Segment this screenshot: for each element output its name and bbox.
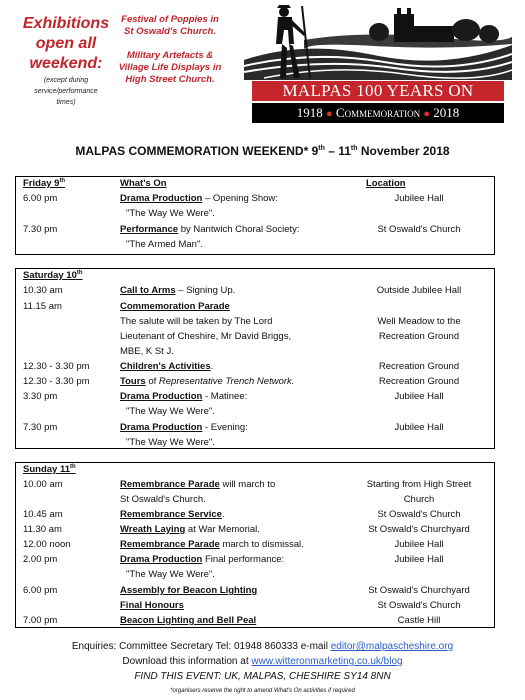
event-details: Wreath Laying at War Memorial. — [120, 524, 260, 535]
event-time: 7.30 pm — [23, 422, 58, 433]
event-time: 3.30 pm — [23, 391, 58, 402]
saturday-header — [16, 269, 494, 283]
sunday-schedule — [15, 462, 495, 628]
title-part: November 2018 — [357, 144, 450, 158]
schedule-row — [16, 552, 494, 583]
event-time: 11.30 am — [23, 524, 62, 535]
event-time: 11.15 am — [23, 301, 62, 312]
schedule-row — [16, 359, 494, 374]
event-time: 2.00 pm — [23, 554, 58, 565]
event-location: St Oswald's Churchyard — [368, 585, 470, 596]
poppy-icon: ● — [326, 108, 333, 120]
schedule-row — [16, 389, 494, 420]
exhibitions-notice — [18, 14, 114, 107]
event-time: 10.45 am — [23, 509, 63, 520]
military-line: Village Life Displays in — [118, 62, 222, 73]
event-details: Remembrance Parade will march to St Oswald's Church. — [120, 479, 276, 505]
event-time: 10.30 am — [23, 285, 63, 296]
banner-title: MALPAS 100 YEARS ON — [252, 81, 504, 101]
event-details: Final Honours — [120, 600, 184, 611]
event-details: Drama Production Final performance: "The Way We Were". — [120, 554, 285, 580]
enquiries-text: Enquiries: Committee Secretary Tel: 01948 860333 e-mail — [71, 641, 331, 652]
schedule-row — [16, 613, 494, 628]
schedule-row — [16, 191, 494, 222]
event-location: St Oswald's Church — [377, 509, 461, 520]
event-location: Jubilee Hall — [394, 554, 444, 565]
saturday-schedule — [15, 268, 495, 449]
event-details: Drama Production - Evening: "The Way We Were". — [120, 422, 248, 448]
exhibitions-line: Exhibitions — [22, 15, 110, 32]
poppy-icon: ● — [423, 108, 430, 120]
banner-year-start: 1918 — [296, 105, 323, 120]
day-label: Saturday 10th — [23, 270, 83, 282]
title-part: MALPAS COMMEMORATION WEEKEND* 9 — [75, 144, 319, 158]
event-location: St Oswald's Church — [377, 600, 461, 611]
page-title — [0, 144, 525, 158]
exhibitions-note: times) — [56, 99, 76, 106]
event-time: 6.00 pm — [23, 585, 58, 596]
event-details: Commemoration Parade The salute will be taken by The Lord Lieutenant of Cheshire, Mr David Briggs, MBE, K St J. — [120, 301, 292, 357]
military-line: High Street Church. — [125, 74, 215, 85]
event-location: Well Meadow to the Recreation Ground — [377, 316, 461, 342]
event-time: 10.00 am — [23, 479, 63, 490]
event-details: Drama Production - Matinee: "The Way We Were". — [120, 391, 248, 417]
schedule-row — [16, 477, 494, 507]
event-location: Castle Hill — [397, 615, 441, 626]
event-time: 6.00 pm — [23, 193, 58, 204]
friday-header — [16, 177, 494, 191]
title-sup: th — [318, 145, 325, 152]
banner-year-end: 2018 — [433, 105, 460, 120]
exhibitions-line: weekend: — [29, 55, 103, 72]
event-details: Remembrance Parade march to dismissal. — [120, 539, 304, 550]
event-location: St Oswald's Churchyard — [368, 524, 470, 535]
event-details: Assembly for Beacon Lighting — [120, 585, 258, 596]
day-label: Sunday 11th — [23, 464, 76, 476]
blog-link[interactable]: www.witteronmarketing.co.uk/blog — [251, 656, 403, 667]
event-location: Jubilee Hall — [394, 193, 444, 204]
event-location: Outside Jubilee Hall — [376, 285, 462, 296]
download-line — [0, 656, 525, 667]
footnote: *organisers reserve the right to amend What's On activities if required — [170, 688, 355, 694]
event-location: St Oswald's Church — [377, 224, 461, 235]
schedule-row — [16, 374, 494, 389]
festival-line: St Oswald's Church. — [124, 26, 216, 37]
title-part: – 11 — [324, 144, 351, 158]
schedule-row — [16, 522, 494, 537]
event-details: Children's Activities. — [120, 361, 214, 372]
download-text: Download this information at — [122, 656, 252, 667]
schedule-row — [16, 583, 494, 598]
event-time: 12.00 noon — [23, 539, 71, 550]
banner-commemoration: Commemoration — [335, 105, 421, 120]
event-details: Tours of Representative Trench Network. — [120, 376, 295, 387]
sunday-header — [16, 463, 494, 477]
schedule-row — [16, 420, 494, 450]
title-sup: th — [350, 145, 358, 152]
event-details: Call to Arms – Signing Up. — [120, 285, 236, 296]
event-location: Jubilee Hall — [394, 539, 444, 550]
event-time: 12.30 - 3.30 pm — [23, 376, 90, 387]
event-location: Starting from High Street Church — [366, 479, 472, 505]
friday-schedule — [15, 176, 495, 255]
email-link[interactable]: editor@malpascheshire.org — [330, 641, 454, 652]
event-time: 7.00 pm — [23, 615, 58, 626]
banner-subtitle — [252, 103, 504, 123]
exhibitions-note: service/performance — [34, 88, 98, 95]
event-location: Jubilee Hall — [394, 422, 444, 433]
schedule-row — [16, 598, 494, 613]
exhibitions-note: (except during — [43, 77, 89, 84]
schedule-row — [16, 299, 494, 359]
event-time: 7.30 pm — [23, 224, 58, 235]
event-details: Beacon Lighting and Bell Peal — [120, 615, 257, 626]
location-heading: Location — [366, 178, 406, 189]
find-event-line: FIND THIS EVENT: UK, MALPAS, CHESHIRE SY14 8NN — [134, 671, 391, 682]
displays-notice — [110, 14, 230, 86]
festival-line: Festival of Poppies in — [121, 14, 219, 25]
event-time: 12.30 - 3.30 pm — [23, 361, 90, 372]
event-location: Recreation Ground — [378, 376, 460, 387]
event-details: Drama Production – Opening Show: "The Way We Were". — [120, 193, 278, 219]
event-details: Remembrance Service. — [120, 509, 225, 520]
schedule-row — [16, 222, 494, 253]
event-location: Jubilee Hall — [394, 391, 444, 402]
commemoration-banner — [244, 0, 512, 127]
enquiries-line — [0, 641, 525, 652]
whats-on-heading: What's On — [120, 178, 167, 189]
event-location: Recreation Ground — [378, 361, 460, 372]
military-line: Military Artefacts & — [126, 50, 214, 61]
schedule-row — [16, 507, 494, 522]
schedule-row — [16, 283, 494, 299]
exhibitions-line: open all — [35, 35, 97, 52]
day-label: Friday 9th — [23, 178, 66, 190]
event-details: Performance by Nantwich Choral Society: "The Armed Man". — [120, 224, 300, 250]
schedule-row — [16, 537, 494, 552]
